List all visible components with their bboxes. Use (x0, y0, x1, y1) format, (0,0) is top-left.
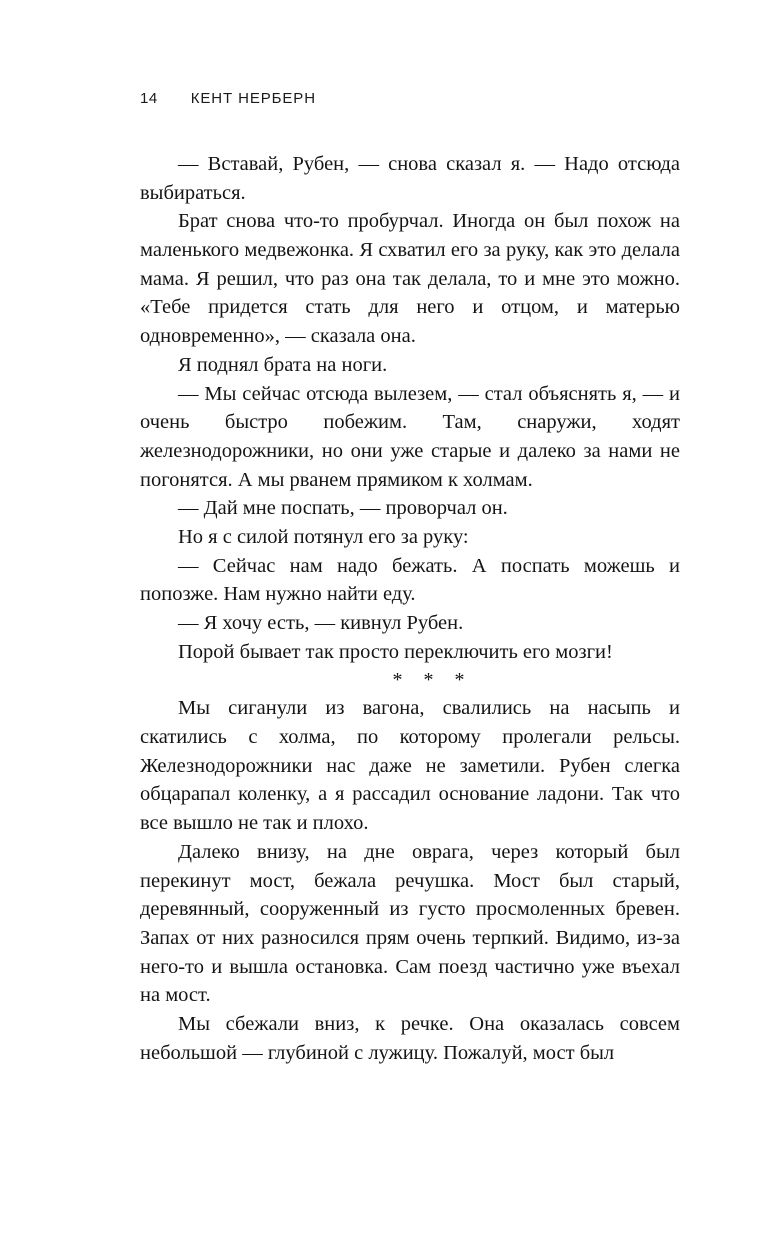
paragraph: Но я с силой потянул его за руку: (178, 525, 469, 548)
paragraph: — Мы сейчас отсюда вылезем, — стал объяснять я, — и очень быстро побежим. Там, снаружи, ходят железнодорожники, но они уже старые и далеко за нами не погонятся. А мы рванем прямиком к холмам. (140, 382, 680, 491)
paragraph: Я поднял брата на ноги. (178, 353, 388, 376)
paragraph: Порой бывает так просто переключить его мозги! (178, 640, 613, 663)
body-text (140, 150, 680, 1067)
section-separator: * * * (392, 669, 466, 692)
paragraph: Мы сбежали вниз, к речке. Она оказалась совсем небольшой — глубиной с лужицу. Пожалуй, мост был (140, 1012, 680, 1064)
page-number: 14 (140, 90, 158, 107)
paragraph: Мы сиганули из вагона, свалились на насыпь и скатились с холма, по которому пролегали рельсы. Железнодорожники нас даже не заметили. Рубен слегка обцарапал коленку, а я рассадил основание ладони. Так что все вышло не так и плохо. (140, 697, 680, 835)
paragraph: — Вставай, Рубен, — снова сказал я. — Надо отсюда выбираться. (140, 153, 680, 204)
running-title: КЕНТ НЕРБЕРН (190, 90, 316, 107)
page-header (140, 90, 680, 107)
paragraph: — Дай мне поспать, — проворчал он. (178, 497, 508, 520)
paragraph: — Я хочу есть, — кивнул Рубен. (178, 612, 464, 634)
paragraph: — Сейчас нам надо бежать. А поспать можешь и попозже. Нам нужно найти еду. (140, 554, 680, 606)
paragraph: Далеко внизу, на дне оврага, через который был перекинут мост, бежала речушка. Мост был старый, деревянный, сооруженный из густо просмоленных бревен. Запах от них разносился прям очень терпкий. Видимо, из-за него-то и вышла остановка. Сам поезд частично уже въехал на мост. (140, 840, 680, 1007)
paragraph: Брат снова что-то пробурчал. Иногда он был похож на маленького медвежонка. Я схватил его за руку, как это делала мама. Я решил, что раз она так делала, то и мне это можно. «Тебе придется стать для него и отцом, и матерью одновременно», — сказала она. (140, 210, 680, 348)
